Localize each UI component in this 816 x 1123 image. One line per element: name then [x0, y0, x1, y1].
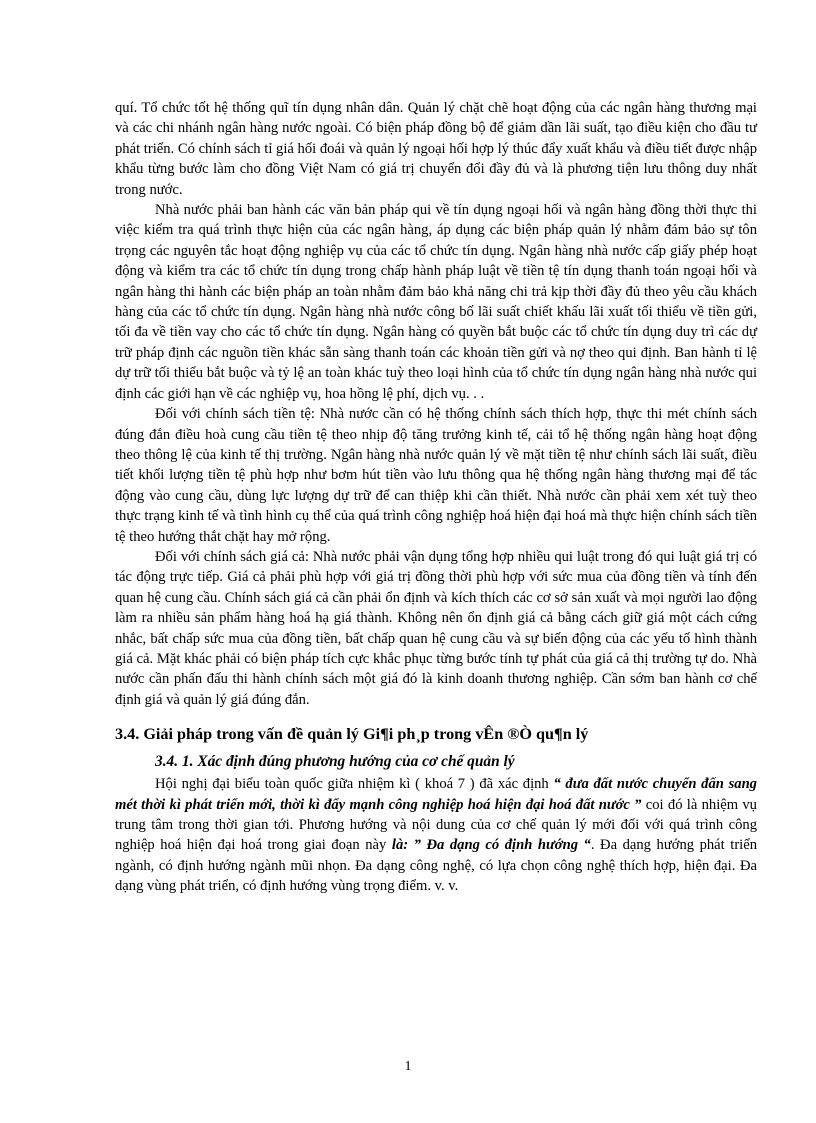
paragraph-1: quí. Tổ chức tốt hệ thống quĩ tín dụng nhân dân. Quản lý chặt chẽ hoạt động của các ngân hàng thương mại và các chi nhánh ngân hàng nước ngoài. Có biện pháp đồng bộ để giảm dần lãi suất, tạo điều kiện cho đầu tư phát triển. Có chính sách tỉ giá hối đoái và quản lý ngoại hối hợp lý thúc đẩy xuất khẩu và điều tiết được nhập khẩu từng bước làm cho đồng Việt Nam có giá trị chuyển đổi đầy đủ và là phương tiện lưu thông duy nhất trong nước. [115, 100, 757, 198]
paragraph-4: Đối với chính sách giá cả: Nhà nước phải vận dụng tổng hợp nhiều qui luật trong đó qui luật giá trị có tác động trực tiếp. Giá cả phải phù hợp với giá trị đồng thời phù hợp với sức mua của đồng tiền và tính đến quan hệ cung cầu. Chính sách giá cả cần phải ổn định và kích thích các cơ sở sản xuất và mọi người lao động làm ra nhiều sản phẩm hàng hoá hạ giá thành. Không nên ổn định giá cả bằng cách giữ giá một cách cứng nhắc, bất chấp sức mua của đồng tiền, bất chấp quan hệ cung cầu và sự biến động của các yếu tố hình thành giá cả. Mặt khác phải có biện pháp tích cực khắc phục từng bước tính tự phát của giá cả thị trường tự do. Nhà nước cần phấn đấu thi hành chính sách một giá đó là kinh doanh thương nghiệp. Cần sớm ban hành cơ chế định giá và quản lý giá đúng đắn. [115, 548, 757, 708]
paragraph-5-text-3: . Đa dạng hướng phát triển ngành, có định hướng ngành mũi nhọn. Đa dạng công nghệ, có lựa chọn công nghệ thích hợp, hiện đại. Đa dạng vùng phát triển, có định hướng vùng trọng điểm. v. v. [115, 837, 758, 895]
paragraph-5-text-2: coi đó là nhiệm vụ trung tâm trong thời gian tới. Phương hướng và nội dung của cơ chế quản lý mới đối với quá trình công nghiệp hoá hiện đại hoá trong giai đoạn này [115, 796, 757, 854]
section-heading: 3.4. Giải pháp trong vấn đề quản lý Gi¶i ph¸p trong vÊn ®Ò qu¶n lý [115, 725, 589, 744]
paragraph-5 [115, 774, 757, 896]
subsection-heading: 3.4. 1. Xác định đúng phương hướng của cơ chế quản lý [155, 753, 515, 771]
paragraph-3: Đối với chính sách tiền tệ: Nhà nước cần có hệ thống chính sách thích hợp, thực thi mét chính sách đúng đắn điều hoà cung cầu tiền tệ theo nhịp độ tăng trưởng kinh tế, cải tổ hệ thống ngân hàng hoạt động theo thông lệ của kinh tế thị trường. Ngân hàng nhà nước quản lý về mặt tiền tệ như chính sách lãi suất, điều tiết khối lượng tiền tệ phù hợp như bơm hút tiền vào lưu thông qua hệ thống ngân hàng thương mại để tác động vào cung cầu, dùng lực lượng dự trữ để can thiệp khi cần thiết. Nhà nước cần phải xem xét tuỳ theo thực trạng kinh tế và tình hình cụ thể của quá trình công nghiệp hoá hiện đại hoá mà thực hiện chính sách tiền tệ theo hướng thắt chặt hay mở rộng. [115, 406, 757, 545]
paragraph-5-text-1: Hội nghị đại biểu toàn quốc giữa nhiệm kì ( khoá 7 ) đã xác định [155, 776, 554, 793]
paragraph-5-quote-2: là: ” Đa dạng có định hướng “ [391, 837, 591, 854]
page-content [115, 98, 757, 897]
paragraph-2: Nhà nước phải ban hành các văn bản pháp qui về tín dụng ngoại hối và ngân hàng đồng thời thực thi việc kiểm tra quá trình thực hiện của các ngân hàng, áp dụng các biện pháp quản lý nhằm đảm bảo sự tôn trọng các nguyên tắc hoạt động nghiệp vụ của các tổ chức tín dụng. Ngân hàng nhà nước cấp giấy phép hoạt động và kiểm tra các tổ chức tín dụng trong chấp hành pháp luật về tiền tệ tín dụng thanh toán ngoại hối và ngân hàng thi hành các biện pháp an toàn nhằm đảm bảo khả năng chi trả kịp thời đầy đủ theo yêu cầu khách hàng của các tổ chức tín dụng. Ngân hàng nhà nước công bố lãi suất chiết khấu lãi xuất tối thiểu về tiền gửi, tối đa về tiền vay cho các tổ chức tín dụng. Ngân hàng có quyền bắt buộc các tổ chức tín dụng duy trì các dự trữ pháp định các nguồn tiền khác sẵn sàng thanh toán các khoản tiền gửi và nợ theo qui định. Ban hành tỉ lệ dự trữ tối thiểu bắt buộc và tỷ lệ an toàn khác tuỳ theo loại hình của tổ chức tín dụng ngân hàng nhà nước qui định các giới hạn về các nghiệp vụ, hoa hồng lệ phí, dịch vụ. . . [115, 202, 757, 402]
page-number: 1 [404, 1059, 412, 1074]
paragraph-5-quote-1: “ đưa đất nước chuyển đấn sang mét thời kì phát triển mới, thời kì đẩy mạnh công nghiệp hoá hiện đại hoá đất nước ” [115, 776, 757, 813]
